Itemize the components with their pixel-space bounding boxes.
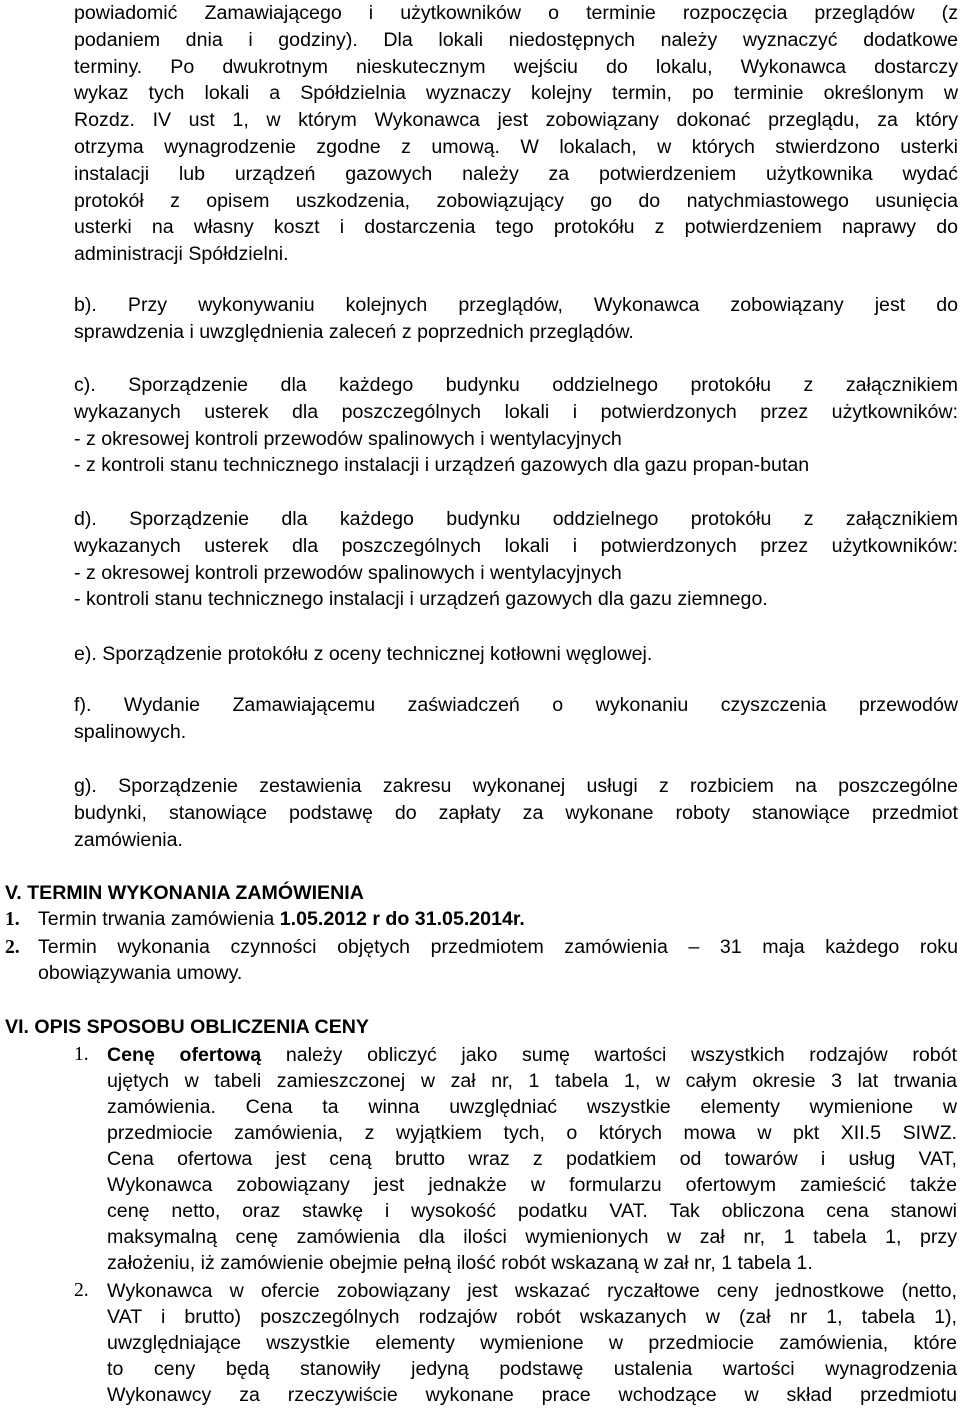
text-line: zamówienia. <box>74 828 183 851</box>
text-line: wykaz tych lokali a Spółdzielnia wyznaczy kolejny termin, po terminie określonym w <box>74 82 958 105</box>
text-line: - kontroli stanu technicznego instalacji i urządzeń gazowych dla gazu ziemnego. <box>74 588 768 611</box>
text-line: wykazanych usterek dla poszczególnych lokali i potwierdzonych przez użytkowników: <box>74 400 958 423</box>
paragraph-e <box>74 641 958 668</box>
paragraph-f <box>74 692 958 746</box>
text-line: - z okresowej kontroli przewodów spalinowych i wentylacyjnych <box>74 427 622 450</box>
text-line: Termin wykonania czynności objętych przedmiotem zamówienia – 31 maja każdego roku <box>38 936 958 958</box>
text-line: przedmiocie zamówienia, z wyjątkiem tych, o których mowa w pkt XII.5 SIWZ. <box>107 1122 957 1144</box>
text-line: podaniem dnia i godziny). Dla lokali niedostępnych należy wyznaczyć dodatkowe <box>74 28 958 51</box>
text-line: - z okresowej kontroli przewodów spalinowych i wentylacyjnych <box>74 561 622 584</box>
list-number: 2. <box>5 937 20 958</box>
list-number: 2. <box>74 1280 89 1301</box>
list-number: 1. <box>74 1044 89 1065</box>
section-vi-item-2 <box>107 1278 957 1408</box>
text-line: g). Sporządzenie zestawienia zakresu wykonanej usługi z rozbiciem na poszczególne <box>74 775 958 797</box>
section-vi-item-1 <box>107 1042 957 1276</box>
text-line: uwzględniające wszystkie elementy wymienione w przedmiocie zamówienia, które <box>107 1332 957 1354</box>
item-text: Termin trwania zamówienia <box>38 908 280 930</box>
section-v-item-2 <box>38 934 958 986</box>
text-line: VAT i brutto) poszczególnych rodzajów robót wskazanych w (zał nr 1, tabela 1), <box>107 1306 957 1328</box>
text-line: e). Sporządzenie protokółu z oceny technicznej kotłowni węglowej. <box>74 643 653 665</box>
text-line: Wykonawcy za rzeczywiście wykonane prace wchodzące w skład przedmiotu <box>107 1384 957 1406</box>
section-v-item-1 <box>5 906 525 933</box>
text-line: zamówienia. Cena ta winna uwzględniać wszystkie elementy wymienione w <box>107 1096 957 1118</box>
text-line: b). Przy wykonywaniu kolejnych przeglądów, Wykonawca zobowiązany jest do <box>74 294 958 316</box>
text-line: spalinowych. <box>74 720 187 743</box>
paragraph-b <box>74 292 958 346</box>
text-line: budynki, stanowiące podstawę do zapłaty za wykonane roboty stanowiące przedmiot <box>74 801 958 824</box>
text-line: ujętych w tabeli zamieszczonej w zał nr, 1 tabela 1, w całym okresie 3 lat trwania <box>107 1070 957 1092</box>
text-line: wykazanych usterek dla poszczególnych lokali i potwierdzonych przez użytkowników: <box>74 534 958 557</box>
item-date-range: 1.05.2012 r do 31.05.2014r. <box>279 908 525 930</box>
text-line: powiadomić Zamawiającego i użytkowników o terminie rozpoczęcia przeglądów (z <box>74 2 958 24</box>
text-line: otrzyma wynagrodzenie zgodne z umową. W lokalach, w których stwierdzono usterki <box>74 135 958 158</box>
text-line: instalacji lub urządzeń gazowych należy za potwierdzeniem użytkownika wydać <box>74 162 958 185</box>
text-line: terminy. Po dwukrotnym nieskutecznym wejściu do lokalu, Wykonawca dostarczy <box>74 55 958 78</box>
text-line: Rozdz. IV ust 1, w którym Wykonawca jest zobowiązany dokonać przeglądu, za który <box>74 109 958 132</box>
text-line: maksymalną cenę zamówienia dla ilości wymienionych w zał nr, 1 tabela 1, przy <box>107 1226 957 1248</box>
text-line: sprawdzenia i uwzględnienia zaleceń z poprzednich przeglądów. <box>74 320 634 343</box>
text-line <box>107 1042 957 1068</box>
text-run: należy obliczyć jako sumę wartości wszystkich rodzajów robót <box>261 1044 957 1066</box>
paragraph-intro <box>74 0 958 268</box>
text-line: obowiązywania umowy. <box>38 962 243 984</box>
text-line: Wykonawca zobowiązany jest jednakże w formularzu ofertowym zamieścić także <box>107 1174 957 1196</box>
text-line: - z kontroli stanu technicznego instalacji i urządzeń gazowych dla gazu propan-butan <box>74 454 810 477</box>
text-line: cenę netto, oraz stawkę i wysokość podatku VAT. Tak obliczona cena stanowi <box>107 1200 957 1222</box>
text-line: c). Sporządzenie dla każdego budynku oddzielnego protokółu z załącznikiem <box>74 374 958 396</box>
text-line: Cena ofertowa jest ceną brutto wraz z podatkiem od towarów i usług VAT, <box>107 1148 957 1170</box>
text-line: administracji Spółdzielni. <box>74 243 289 266</box>
list-item-text <box>38 906 525 932</box>
text-line: założeniu, iż zamówienie obejmie pełną ilość robót wskazaną w zał nr, 1 tabela 1. <box>107 1252 813 1274</box>
text-line: to ceny będą stanowiły jedyną podstawę ustalenia wartości wynagrodzenia <box>107 1358 957 1380</box>
paragraph-c <box>74 372 958 479</box>
paragraph-d <box>74 506 958 613</box>
text-line: usterki na własny koszt i dostarczenia tego protokółu z potwierdzeniem naprawy do <box>74 216 958 239</box>
section-heading-v: V. TERMIN WYKONANIA ZAMÓWIENIA <box>5 882 364 904</box>
list-number: 1. <box>5 909 20 930</box>
text-line: f). Wydanie Zamawiającemu zaświadczeń o wykonaniu czyszczenia przewodów <box>74 694 958 716</box>
section-v-item-2-number <box>5 934 20 961</box>
text-line: protokół z opisem uszkodzenia, zobowiązujący go do natychmiastowego usunięcia <box>74 189 958 212</box>
text-line: d). Sporządzenie dla każdego budynku oddzielnego protokółu z załącznikiem <box>74 508 958 530</box>
text-line: Wykonawca w ofercie zobowiązany jest wskazać ryczałtowe ceny jednostkowe (netto, <box>107 1280 957 1302</box>
bold-term: Cenę ofertową <box>107 1044 262 1066</box>
section-heading-vi: VI. OPIS SPOSOBU OBLICZENIA CENY <box>5 1016 369 1038</box>
paragraph-g <box>74 773 958 853</box>
